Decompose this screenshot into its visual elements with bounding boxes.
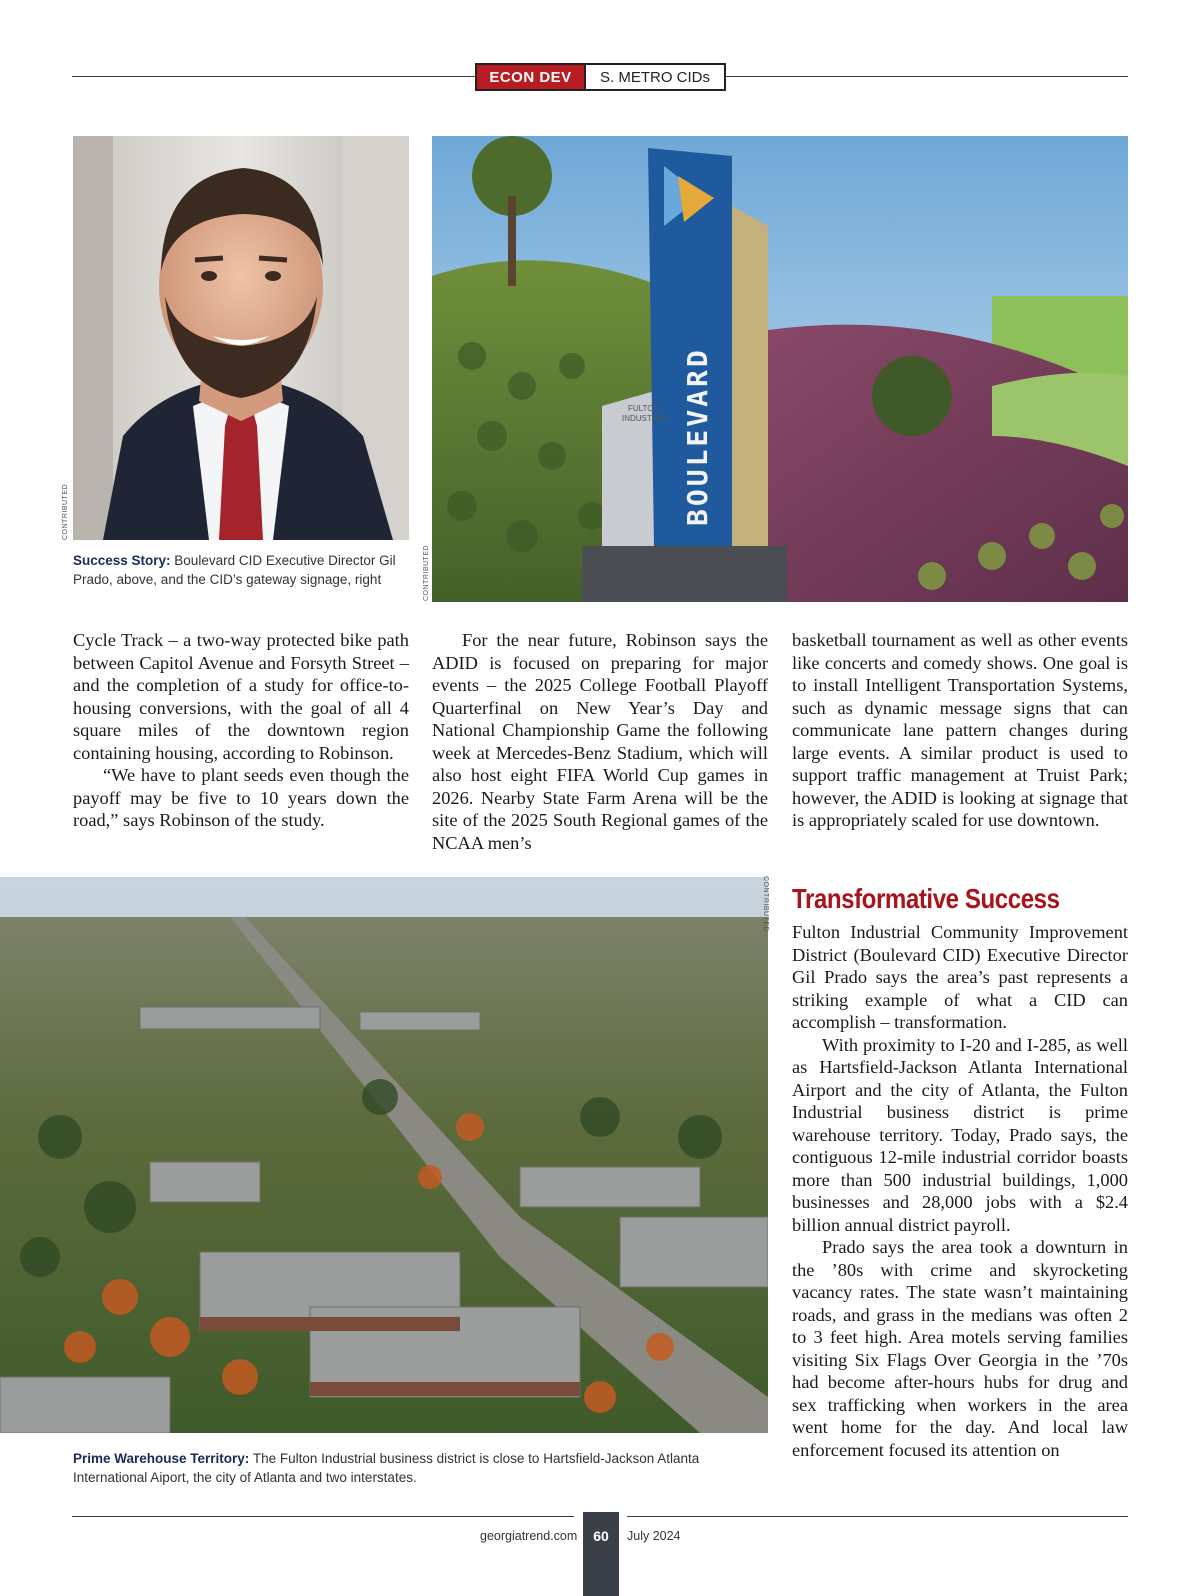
sign-small-2: INDUSTRIAL	[622, 414, 670, 423]
signage-photo	[432, 136, 1128, 602]
signage-image	[432, 136, 1128, 602]
portrait-caption-lead: Success Story:	[73, 553, 171, 568]
footer-rule-right	[627, 1516, 1128, 1517]
footer-rule-left	[72, 1516, 574, 1517]
paragraph: basketball tournament as well as other events like concerts and comedy shows. One goal is to install Intelligent Transportation Systems, such as dynamic message signs that can communicate lane pattern changes during large events. A similar product is used to support traffic management at Truist Park; however, the ADID is looking at signage that is appropriately scaled for use downtown.	[792, 630, 1128, 830]
signage-credit: CONTRIBUTED	[423, 544, 430, 601]
aerial-caption-lead: Prime Warehouse Territory:	[73, 1451, 250, 1466]
section-subhead: Transformative Success	[792, 883, 1060, 914]
aerial-photo	[0, 877, 768, 1433]
portrait-credit: CONTRIBUTED	[62, 483, 69, 540]
paragraph: Fulton Industrial Community Improvement District (Boulevard CID) Executive Director Gil Prado says the area’s past represents a striking example of what a CID can accomplish – transformation.	[792, 922, 1128, 1032]
portrait-caption	[73, 551, 403, 589]
portrait-image	[73, 136, 409, 540]
aerial-caption-text: The Fulton Industrial business district is close to Hartsfield-Jackson Atlanta International Aiport, the city of Atlanta and two interstates.	[73, 1451, 700, 1485]
portrait-caption-text: Boulevard CID Executive Director Gil Prado, above, and the CID’s gateway signage, right	[73, 553, 396, 587]
aerial-caption	[73, 1449, 763, 1487]
paragraph: For the near future, Robinson says the ADID is focused on preparing for major events – the 2025 College Football Playoff Quarterfinal on New Year’s Day and National Championship Game the following week at Mercedes-Benz Stadium, which will also host eight FIFA World Cup games in 2026. Nearby State Farm Arena will be the site of the 2025 South Regional games of the NCAA men’s	[432, 630, 768, 853]
article-col2	[432, 629, 768, 854]
aerial-credit: CONTRIBUTED	[762, 876, 769, 933]
footer-issue: July 2024	[627, 1529, 681, 1543]
paragraph: Cycle Track – a two-way protected bike path between Capitol Avenue and Forsyth Street – and the completion of a study for office-to-housing conversions, with the goal of all 4 square miles of the downtown region containing housing, according to Robinson.	[73, 630, 409, 763]
header-rule-left	[72, 76, 475, 77]
aerial-image	[0, 877, 768, 1433]
header-rule-right	[726, 76, 1128, 77]
sign-word	[681, 506, 714, 526]
article-col3-top	[792, 629, 1128, 832]
paragraph: Prado says the area took a downturn in the ’80s with crime and skyrocketing vacancy rates. The state wasn’t maintaining roads, and grass in the medians was often 2 to 3 feet high. Area motels serving families visiting Six Flags Over Georgia in the ’70s had become after-hours hubs for drug and sex trafficking when workers in the area went home for the day. And local law enforcement focused its attention on	[792, 1237, 1128, 1460]
paragraph: With proximity to I-20 and I-285, as well as Hartsfield-Jackson Atlanta International Airport and the city of Atlanta, the Fulton Industrial business district is prime warehouse territory. Today, Prado says, the contiguous 12-mile industrial corridor boasts more than 500 industrial buildings, 1,000 businesses and 28,000 jobs with a $2.4 billion annual district payroll.	[792, 1034, 1128, 1235]
section-label: ECON DEV	[475, 63, 586, 91]
footer-site: georgiatrend.com	[480, 1529, 578, 1543]
article-col3-bottom	[792, 921, 1128, 1461]
paragraph: “We have to plant seeds even though the payoff may be five to 10 years down the road,” says Robinson of the study.	[73, 765, 409, 830]
page-number: 60	[583, 1512, 619, 1596]
portrait-photo	[73, 136, 409, 540]
sign-small-1: FULTON	[628, 404, 660, 413]
subsection-label: S. METRO CIDs	[586, 63, 726, 91]
article-col1	[73, 629, 409, 832]
